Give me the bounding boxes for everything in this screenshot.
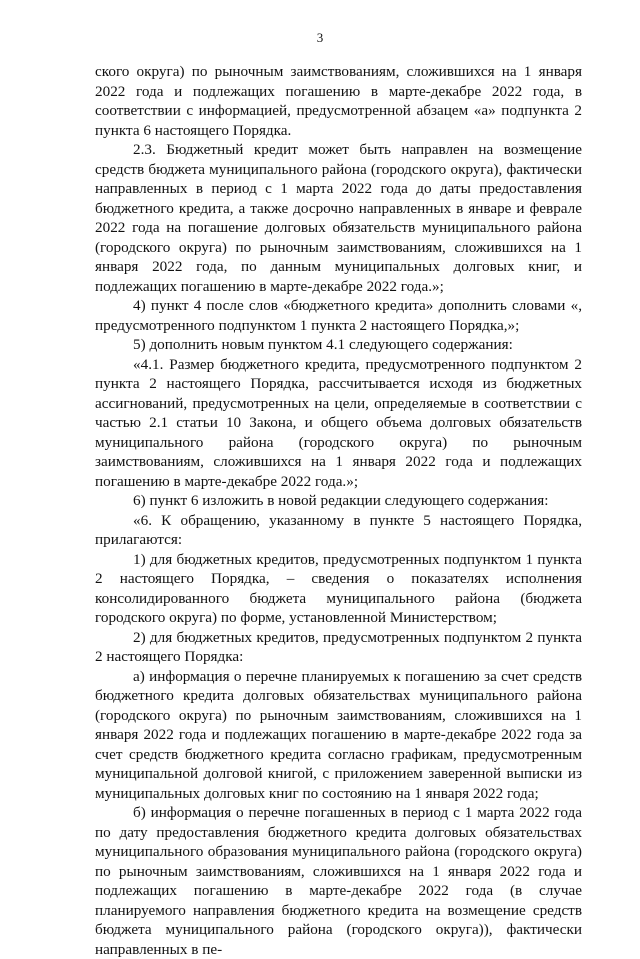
document-body bbox=[95, 62, 582, 959]
paragraph-subitem-1: 1) для бюджетных кредитов, предусмотренных подпунктом 1 пункта 2 настоящего Порядка, – сведения о показателях исполнения консолидированного бюджета муниципального района (бюджета городского округа) по форме, установленной Министерством; bbox=[95, 550, 582, 626]
paragraph-subitem-b: б) информация о перечне погашенных в период с 1 марта 2022 года по дату предоставления бюджетного кредита долговых обязательствах муниципального образования муниципального района (городского округа) по рыночным заимствованиям, сложившихся на 1 января 2022 года и подлежащих погашению в марте-декабре 2022 года (в случае планируемого направления бюджетного кредита на возмещение средств бюджета муниципального района (городского округа)), фактически направленных в пе- bbox=[95, 804, 582, 958]
page-number: 3 bbox=[316, 30, 324, 45]
paragraph-item-5: 5) дополнить новым пунктом 4.1 следующего содержания: bbox=[133, 336, 513, 353]
paragraph-subitem-2: 2) для бюджетных кредитов, предусмотренных подпунктом 2 пункта 2 настоящего Порядка: bbox=[95, 628, 582, 665]
paragraph-6-intro: «6. К обращению, указанному в пункте 5 настоящего Порядка, прилагаются: bbox=[95, 511, 582, 548]
paragraph-4-1: «4.1. Размер бюджетного кредита, предусмотренного подпунктом 2 пункта 2 настоящего Порядка, рассчитывается исходя из бюджетных ассигнований, предусмотренных на цели, определяемые в соответствии с частью 2.1 статьи 10 Закона, и общего объема долговых обязательств муниципального района (городского округа) по рыночным заимствованиям, сложившихся на 1 января 2022 года и подлежащих погашению в марте-декабре 2022 года.»; bbox=[95, 355, 582, 490]
paragraph-continuation: ского округа) по рыночным заимствованиям, сложившихся на 1 января 2022 года и подлежащих погашению в марте-декабре 2022 года, в соответствии с информацией, предусмотренной абзацем «а» подпункта 2 пункта 6 настоящего Порядка. bbox=[95, 63, 582, 139]
paragraph-2-3: 2.3. Бюджетный кредит может быть направлен на возмещение средств бюджета муниципального района (городского округа), фактически направленных в период с 1 марта 2022 года до даты предоставления бюджетного кредита, а также досрочно направленных в январе и феврале 2022 года на погашение долговых обязательств муниципального района (городского округа) по рыночным заимствованиям, сложившихся на 1 января 2022 года, по данным муниципальных долговых книг, и подлежащих погашению в марте-декабре 2022 года.»; bbox=[95, 141, 582, 295]
paragraph-item-4: 4) пункт 4 после слов «бюджетного кредита» дополнить словами «, предусмотренного подпунктом 1 пункта 2 настоящего Порядка,»; bbox=[95, 297, 582, 334]
paragraph-item-6: 6) пункт 6 изложить в новой редакции следующего содержания: bbox=[133, 492, 549, 509]
paragraph-subitem-a: а) информация о перечне планируемых к погашению за счет средств бюджетного кредита долговых обязательствах муниципального района (городского округа) по рыночным заимствованиям, сложившихся на 1 января 2022 года и подлежащих погашению в марте-декабре 2022 года за счет средств бюджетного кредита согласно графикам, предусмотренным муниципальной долговой книгой, с приложением заверенной выписки из муниципальных долговых книг по состоянию на 1 января 2022 года; bbox=[95, 667, 582, 802]
